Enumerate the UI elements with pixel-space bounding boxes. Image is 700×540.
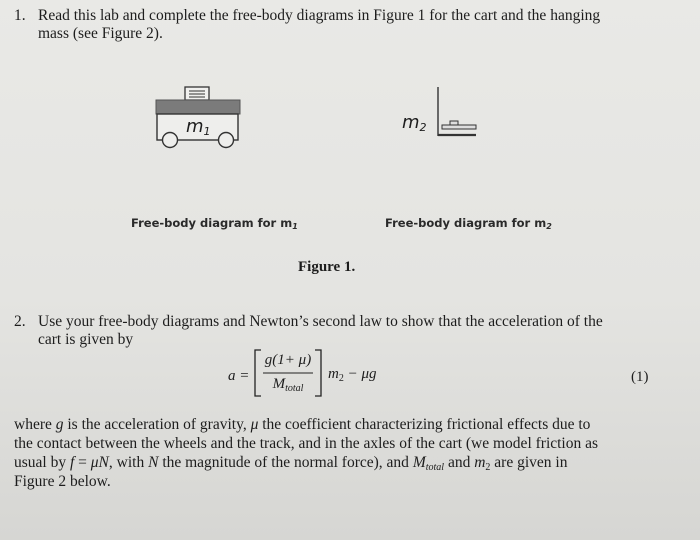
q2-text-line2: cart is given by (38, 331, 134, 348)
cart-wheel-right (219, 133, 234, 148)
cart-wheel-left (163, 133, 178, 148)
q1-number: 1. (14, 7, 26, 24)
q1-text-line1: Read this lab and complete the free-body diagrams in Figure 1 for the cart and the hanging (38, 7, 601, 24)
equation-denominator: $M_{total}$ (272, 376, 304, 394)
mass-label: m2 (402, 112, 427, 134)
equation-rhs: $m_2 - \mu g$ (328, 366, 377, 384)
where-line1: where g is the acceleration of gravity, μ the coefficient characterizing frictional effects due to (14, 416, 591, 433)
q2-text-line1: Use your free-body diagrams and Newton’s second law to show that the acceleration of the (38, 313, 603, 330)
where-line2: the contact between the wheels and the track, and in the axles of the cart (we model friction as (14, 435, 599, 452)
equation-lhs: a = (228, 368, 250, 384)
equation-number: (1) (631, 369, 649, 385)
caption-fbd-m1: Free-body diagram for m1 (131, 216, 298, 231)
cart-label: m1 (186, 116, 211, 138)
caption-fbd-m2: Free-body diagram for m2 (385, 216, 552, 231)
equation-numerator: g(1+ μ) (264, 352, 312, 368)
where-line3: usual by f = μN, with N the magnitude of the normal force), and $M_{total}$ and m2 are given in (14, 454, 568, 473)
q2-number: 2. (14, 313, 26, 330)
cart-deck (156, 100, 240, 114)
q1-text-line2: mass (see Figure 2). (38, 25, 163, 42)
hanging-mass-drawing (430, 84, 480, 140)
where-line4: Figure 2 below. (14, 473, 111, 490)
figure-title: Figure 1. (298, 259, 356, 275)
